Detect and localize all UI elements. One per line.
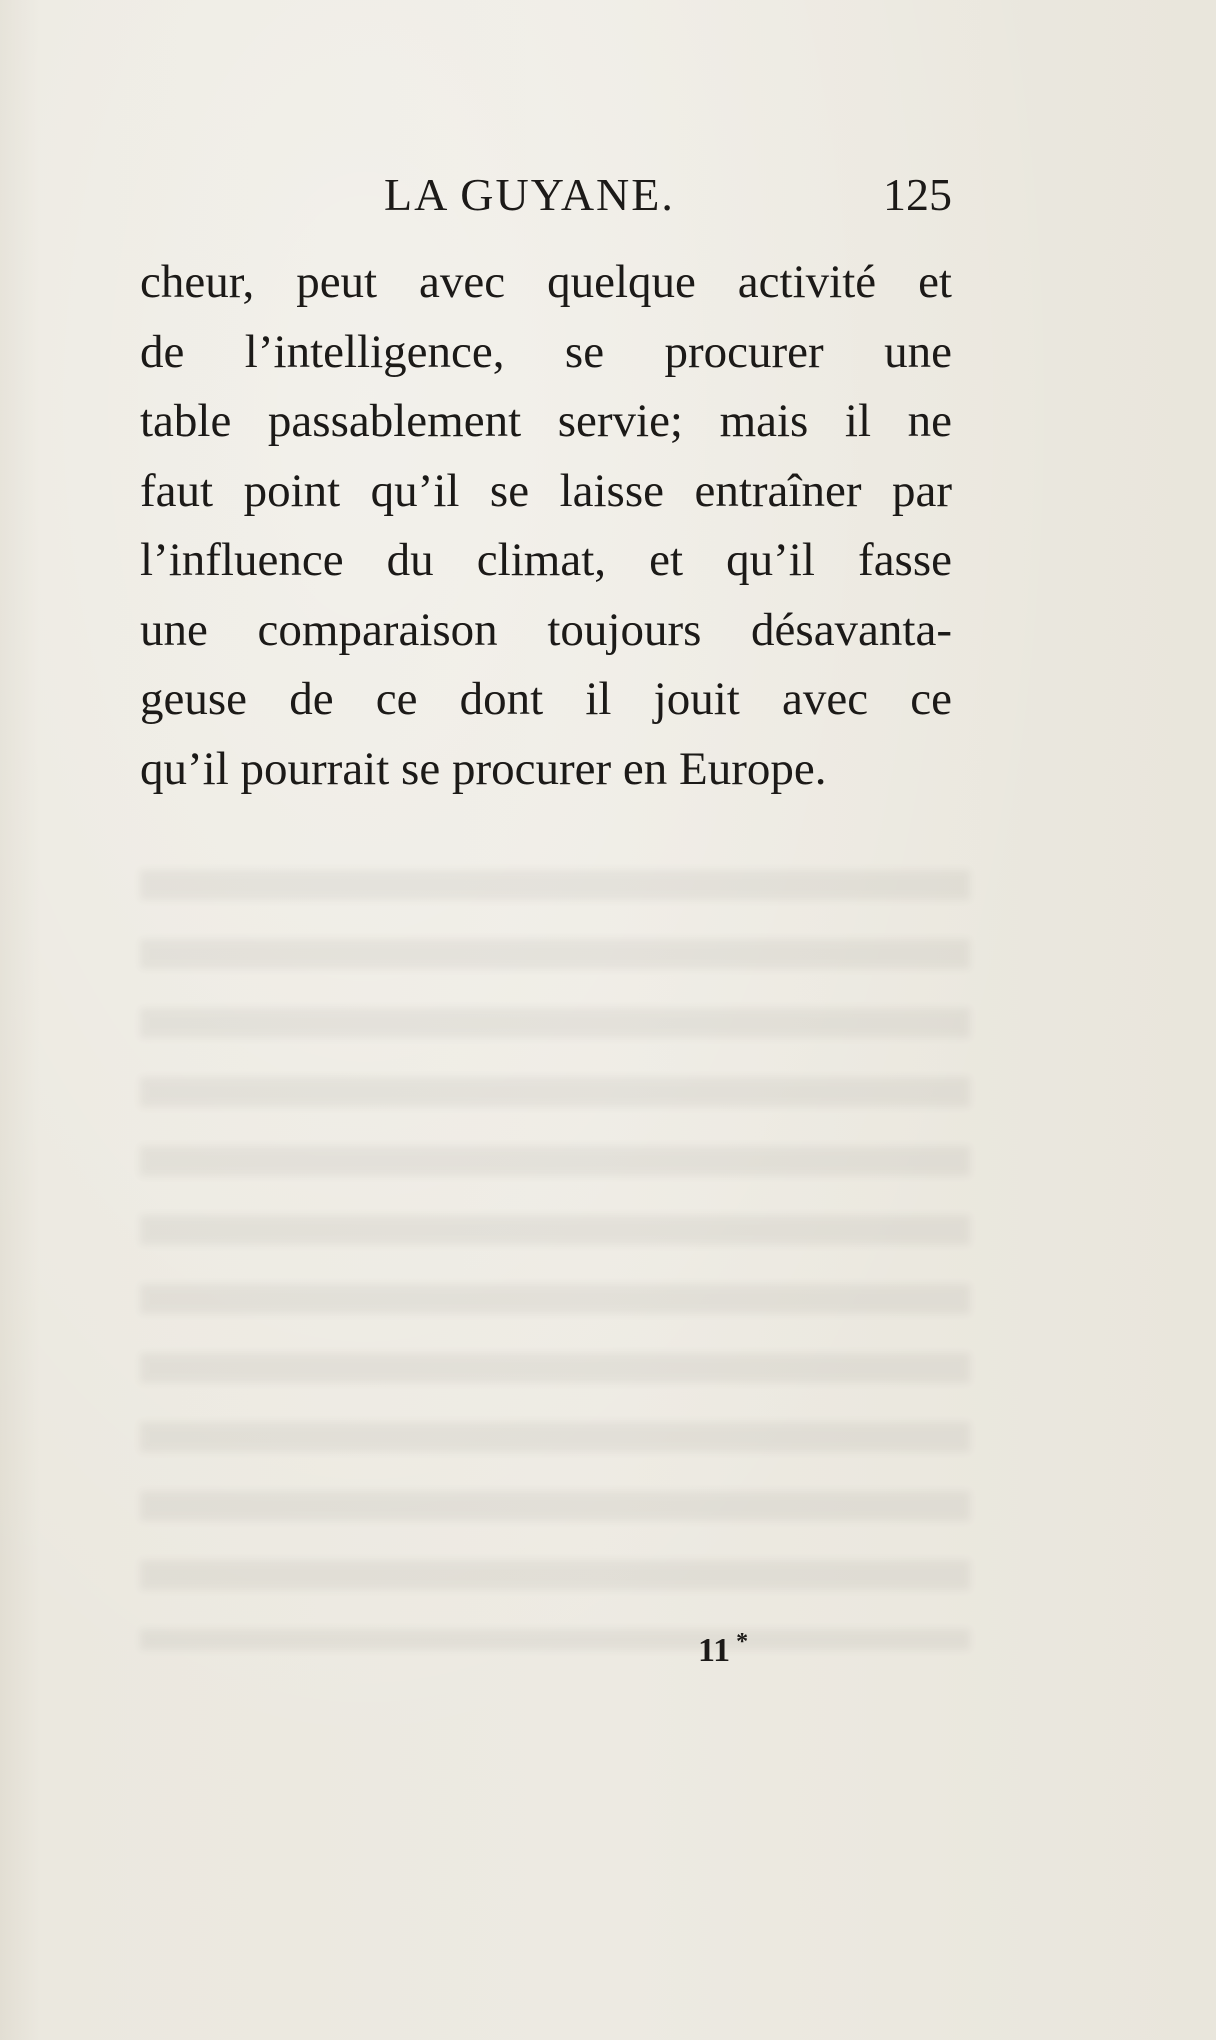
- text-line: l’influence du climat, et qu’il fasse: [140, 534, 952, 586]
- text-line: de l’intelligence, se procurer une: [140, 325, 952, 378]
- body-text: [140, 248, 952, 804]
- running-title: LA GUYANE.: [384, 169, 675, 220]
- text-line: table passablement servie; mais il ne: [140, 395, 952, 447]
- page-number: 125: [883, 169, 952, 220]
- signature-star: *: [736, 1629, 749, 1655]
- show-through-text: [140, 870, 970, 1650]
- signature-number: 11: [698, 1632, 731, 1669]
- text-line: cheur, peut avec quelque activité et: [140, 256, 952, 308]
- text-line: qu’il pourrait se procurer en Europe.: [140, 742, 827, 795]
- page-header: [140, 168, 952, 232]
- text-line: geuse de ce dont il jouit avec ce: [140, 673, 952, 725]
- text-line: une comparaison toujours désavanta-: [140, 603, 952, 656]
- signature-mark: [698, 1629, 749, 1670]
- text-line: faut point qu’il se laisse entraîner par: [140, 464, 952, 517]
